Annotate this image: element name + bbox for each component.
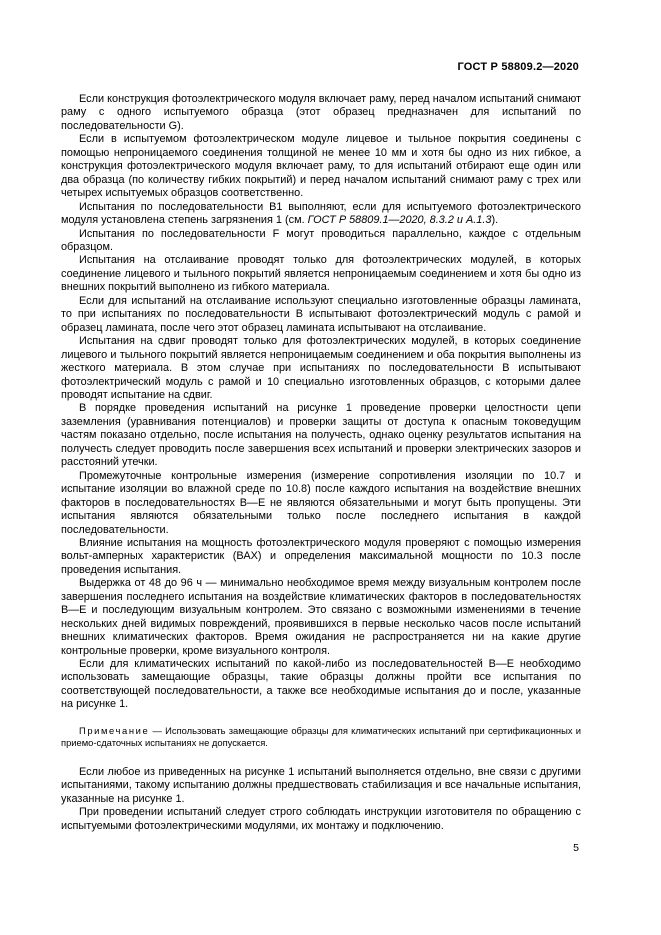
paragraph-peel-test: Испытания на отслаивание проводят только для фотоэлектрических модулей, в которых соединение лицевого и тыльного покрытий является непроницаемым соединением и хотя бы одно из внешних покрытий выполнено из гибкого материала.: [61, 254, 581, 294]
paragraph-shear-test: Испытания на сдвиг проводят только для фотоэлектрических модулей, в которых соединение лицевого и тыльного покрытий является непроницаемым соединением и оба покрытия выполнены из жесткого материала. В этом случае при испытаниях по последовательности B испытывают фотоэлектрический модуль с рамой и 10 специально изготовленных образцов, с которыми далее проводят испытание на сдвиг.: [61, 335, 581, 401]
page-number: 5: [573, 842, 579, 854]
note-text: — Использовать замещающие образцы для климатических испытаний при сертификационных и приемо-сдаточных испытаниях не допускается.: [61, 724, 581, 749]
document-body: [61, 93, 581, 833]
paragraph-impermeable-joint: Если в испытуемом фотоэлектрическом модуле лицевое и тыльное покрытия соединены с помощью непроницаемого соединения толщиной не менее 10 мм и хотя бы одно из них гибкое, а конструкция фотоэлектрического модуля включает раму, то для испытаний отбирают еще один или два образца (по количеству гибких покрытий) и перед началом испытаний снимают раму с трех или четырех испытуемых образцов соответственно.: [61, 133, 581, 200]
paragraph-sequence-b1-text: Испытания по последовательности B1 выполняют, если для испытуемого фотоэлектрического модуля установлена степень загрязнения 1 (см.: [61, 200, 581, 227]
paragraph-sequence-f: Испытания по последовательности F могут проводиться параллельно, каждое с отдельным образцом.: [61, 227, 581, 253]
paragraph-frame-removal: Если конструкция фотоэлектрического модуля включает раму, перед началом испытаний снимают раму с одного испытуемого образца (этот образец предназначен для испытаний по последовательности G).: [61, 93, 581, 132]
note-block: [61, 725, 581, 750]
paragraph-sequence-b1-end: ).: [491, 214, 499, 227]
paragraph-exposure-time: Выдержка от 48 до 96 ч — минимально необходимое время между визуальным контролем после завершения последнего испытания на воздействие климатических факторов в последовательностях B—E и последующим визуальным контролем. Это связано с возможными изменениями в течение нескольких дней видимых повреждений, проявившихся в первые несколько часов после испытаний внешних климатических факторов. Время ожидания не распространяется ни на какие другие контрольные проверки, кроме визуального контроля.: [61, 577, 581, 657]
paragraph-laminate-samples: Если для испытаний на отслаивание используют специально изготовленные образцы ламината, то при испытаниях по последовательности B испытывают фотоэлектрический модуль с рамой и образец ламината, после чего этот образец ламината испытывают на отслаивание.: [61, 294, 581, 334]
paragraph-sequence-b1: [61, 201, 581, 228]
paragraph-standalone-test: Если любое из приведенных на рисунке 1 испытаний выполняется отдельно, вне связи с другими испытаниями, такому испытанию должны предшествовать стабилизация и все начальные испытания, указанные на рисунке 1.: [61, 765, 581, 805]
standard-reference: ГОСТ Р 58809.1—2020, 8.3.2 и А.1.3: [307, 214, 492, 227]
standard-code-header: ГОСТ Р 58809.2—2020: [457, 61, 579, 73]
paragraph-intermediate-measurements: Промежуточные контрольные измерения (измерение сопротивления изоляции по 10.7 и испытание изоляции во влажной среде по 10.8) после каждого испытания на воздействие внешних факторов в последовательностях B—E не являются обязательными и могут быть пропущены. Эти испытания являются обязательными только после последнего испытания в каждой последовательности.: [61, 469, 581, 536]
paragraph-power-influence: Влияние испытания на мощность фотоэлектрического модуля проверяют с помощью измерения вольт-амперных характеристик (ВАХ) и определения максимальной мощности по 10.3 после проведения испытания.: [61, 536, 581, 576]
note-label: Примечание: [79, 724, 150, 736]
paragraph-manufacturer-instructions: При проведении испытаний следует строго соблюдать инструкции изготовителя по обращению с испытуемыми фотоэлектрическими модулями, их монтажу и подключению.: [61, 806, 581, 832]
paragraph-substitute-samples: Если для климатических испытаний по какой-либо из последовательностей B—E необходимо использовать замещающие образцы, такие образцы должны пройти все испытания по соответствующей последовательности, а также все необходимые испытания до и после, указанные на рисунке 1.: [61, 658, 581, 711]
paragraph-grounding-check: В порядке проведения испытаний на рисунке 1 проведение проверки целостности цепи заземления (уравнивания потенциалов) и проверки защиты от доступа к опасным токоведущим частям показано отдельно, после испытания на получесть, однако оценку результатов испытания на получесть следует проводить после завершения всех испытаний и проверки электрических зазоров и расстояний утечки.: [61, 402, 581, 469]
